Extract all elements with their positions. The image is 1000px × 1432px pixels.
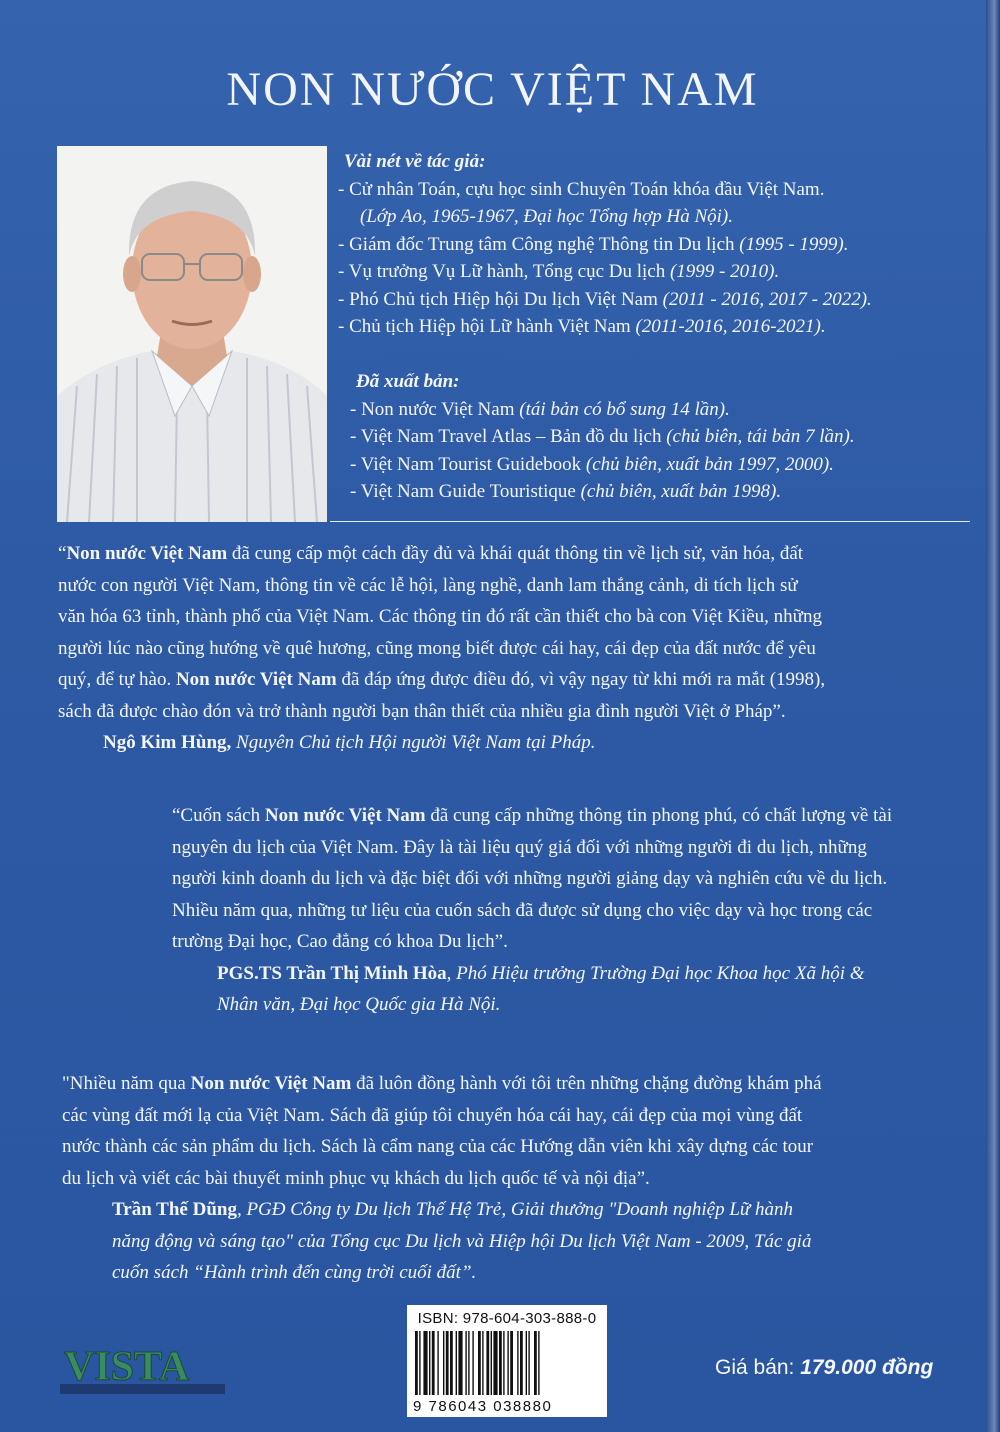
quote-signature (172, 958, 972, 990)
published-title: - Việt Nam Travel Atlas – Bản đồ du lịch (350, 426, 667, 447)
bio-line (338, 313, 978, 341)
quote-line: văn hóa 63 tỉnh, thành phố của Việt Nam. Các thông tin đó rất cần thiết cho bà con Việt Kiều, những (58, 606, 822, 627)
author-photo (57, 146, 327, 522)
testimonial-1 (58, 538, 958, 759)
published-line (350, 396, 980, 424)
published-note: (chủ biên, xuất bản 1998). (580, 481, 782, 502)
quote-text: quý, để tự hào. (58, 669, 176, 690)
bio-line (338, 286, 978, 314)
quote-book-title: Non nước Việt Nam (264, 805, 426, 826)
price-label: Giá bán: (715, 1356, 801, 1379)
quote-signature (62, 1194, 962, 1226)
quote-text: đã luôn đồng hành với tôi trên những chặng đường khám phá (351, 1073, 822, 1094)
vista-logo-icon (60, 1340, 225, 1400)
signature-role: , PGĐ Công ty Du lịch Thế Hệ Trẻ, Giải thưởng "Doanh nghiệp Lữ hành (236, 1199, 793, 1220)
bio-line-text: - Phó Chủ tịch Hiệp hội Du lịch Việt Nam (338, 288, 663, 310)
bio-line-years: (2011-2016, 2016-2021). (635, 316, 826, 337)
barcode-digits: 9 786043 038880 (413, 1398, 553, 1415)
quote-text: "Nhiều năm qua (62, 1073, 191, 1094)
signature-name: Trần Thế Dũng (112, 1199, 237, 1220)
price-value: 179.000 đồng (800, 1356, 934, 1379)
bio-heading: Vài nét về tác giả: (344, 151, 486, 172)
published-note: (tái bản có bổ sung 14 lần). (519, 398, 730, 420)
quote-line: các vùng đất mới lạ của Việt Nam. Sách đã giúp tôi chuyển hóa cái hay, cái đẹp của mọi vùng đất (62, 1104, 803, 1126)
bio-line-years: (2011 - 2016, 2017 - 2022). (662, 288, 872, 310)
bio-line-years: (1995 - 1999). (739, 233, 849, 255)
book-title: NON NƯỚC VIỆT NAM (226, 63, 759, 116)
quote-line (58, 538, 958, 570)
quote-line: trường Đại học, Cao đẳng có khoa Du lịch”. (172, 931, 508, 952)
quote-book-title: Non nước Việt Nam (66, 543, 228, 564)
price-tag (715, 1356, 933, 1380)
spine-edge (986, 0, 1000, 1432)
testimonial-3 (62, 1068, 962, 1289)
publisher-logo (60, 1340, 225, 1400)
quote-text: “ (58, 543, 67, 564)
published-works (350, 368, 980, 506)
published-line (350, 478, 980, 506)
bio-line-text: (Lớp Ao, 1965-1967, Đại học Tổng hợp Hà Nội). (360, 206, 734, 227)
testimonial-2 (172, 800, 972, 1021)
published-title: - Non nước Việt Nam (350, 398, 520, 420)
signature-role: Nguyên Chủ tịch Hội người Việt Nam tại Pháp. (231, 732, 596, 753)
isbn-barcode-box (407, 1305, 607, 1417)
signature-name: PGS.TS Trần Thị Minh Hòa (217, 962, 447, 984)
bio-line-text: - Chủ tịch Hiệp hội Lữ hành Việt Nam (338, 316, 636, 337)
signature-role-cont: năng động và sáng tạo" của Tổng cục Du lịch và Hiệp hội Du lịch Việt Nam - 2009, Tác giả (112, 1230, 812, 1252)
bio-line-text: - Giám đốc Trung tâm Công nghệ Thông tin Du lịch (338, 233, 740, 255)
quote-text: đã cung cấp một cách đầy đủ và khái quát thông tin về lịch sử, văn hóa, đất (227, 543, 804, 564)
publisher-logo-text: VISTA (64, 1344, 190, 1390)
quote-line (62, 1068, 962, 1100)
quote-line: Nhiều năm qua, những tư liệu của cuốn sách đã được sử dụng cho việc dạy và học trong các (172, 899, 873, 921)
bio-line (338, 176, 978, 204)
signature-role-cont: cuốn sách “Hành trình đến cùng trời cuối đất”. (112, 1262, 477, 1283)
quote-line: nước thành các sản phẩm du lịch. Sách là cẩm nang của các Hướng dẫn viên khi xây dựng các tour (62, 1136, 814, 1157)
divider (330, 521, 970, 522)
bio-line-years: (1999 - 2010). (669, 261, 780, 282)
bio-line-text: - Cử nhân Toán, cựu học sinh Chuyên Toán khóa đầu Việt Nam. (338, 178, 825, 200)
published-note: (chủ biên, tái bản 7 lần). (666, 426, 855, 447)
bio-line-text: - Vụ trưởng Vụ Lữ hành, Tổng cục Du lịch (338, 261, 670, 282)
published-line (350, 451, 980, 479)
published-title: - Việt Nam Tourist Guidebook (350, 453, 586, 475)
quote-line: nguyên du lịch của Việt Nam. Đây là tài liệu quý giá đối với những người đi du lịch, những (172, 836, 867, 858)
published-note: (chủ biên, xuất bản 1997, 2000). (585, 453, 834, 475)
signature-role: , Phó Hiệu trưởng Trường Đại học Khoa học Xã hội & (446, 962, 865, 984)
quote-book-title: Non nước Việt Nam (190, 1073, 352, 1094)
quote-line: người kinh doanh du lịch và đặc biệt đối với những người giảng dạy và nghiên cứu về du lịch. (172, 868, 888, 889)
bio-line (338, 203, 978, 231)
isbn-number: ISBN: 978-604-303-888-0 (417, 1310, 597, 1327)
quote-text: “Cuốn sách (172, 805, 265, 826)
quote-line: sách đã được chào đón và trở thành người bạn thân thiết của nhiều gia đình người Việt ở Pháp”. (58, 700, 786, 722)
quote-text: đã cung cấp những thông tin phong phú, có chất lượng về tài (425, 805, 893, 826)
quote-signature (58, 727, 958, 759)
bio-line (338, 258, 978, 286)
quote-line: nước con người Việt Nam, thông tin về các lễ hội, làng nghề, danh lam thắng cảnh, di tích lịch sử (58, 574, 798, 596)
bio-line (338, 231, 978, 259)
quote-line: người lúc nào cũng hướng về quê hương, cũng mong biết được cái hay, cái đẹp của đất nước để yêu (58, 637, 816, 659)
signature-name: Ngô Kim Hùng, (103, 732, 232, 753)
barcode-icon (413, 1331, 601, 1395)
published-title: - Việt Nam Guide Touristique (350, 481, 581, 502)
signature-role-cont: Nhân văn, Đại học Quốc gia Hà Nội. (217, 994, 501, 1015)
author-portrait-image (57, 146, 327, 522)
quote-line (58, 664, 958, 696)
published-heading: Đã xuất bản: (356, 371, 460, 392)
quote-line (172, 800, 972, 832)
author-bio (338, 148, 978, 341)
quote-text: đã đáp ứng được điều đó, vì vậy ngay từ khi mới ra mắt (1998), (336, 669, 826, 690)
quote-line: du lịch và viết các bài thuyết minh phục vụ khách du lịch quốc tế và nội địa”. (62, 1167, 650, 1189)
quote-book-title: Non nước Việt Nam (175, 669, 337, 690)
published-line (350, 423, 980, 451)
